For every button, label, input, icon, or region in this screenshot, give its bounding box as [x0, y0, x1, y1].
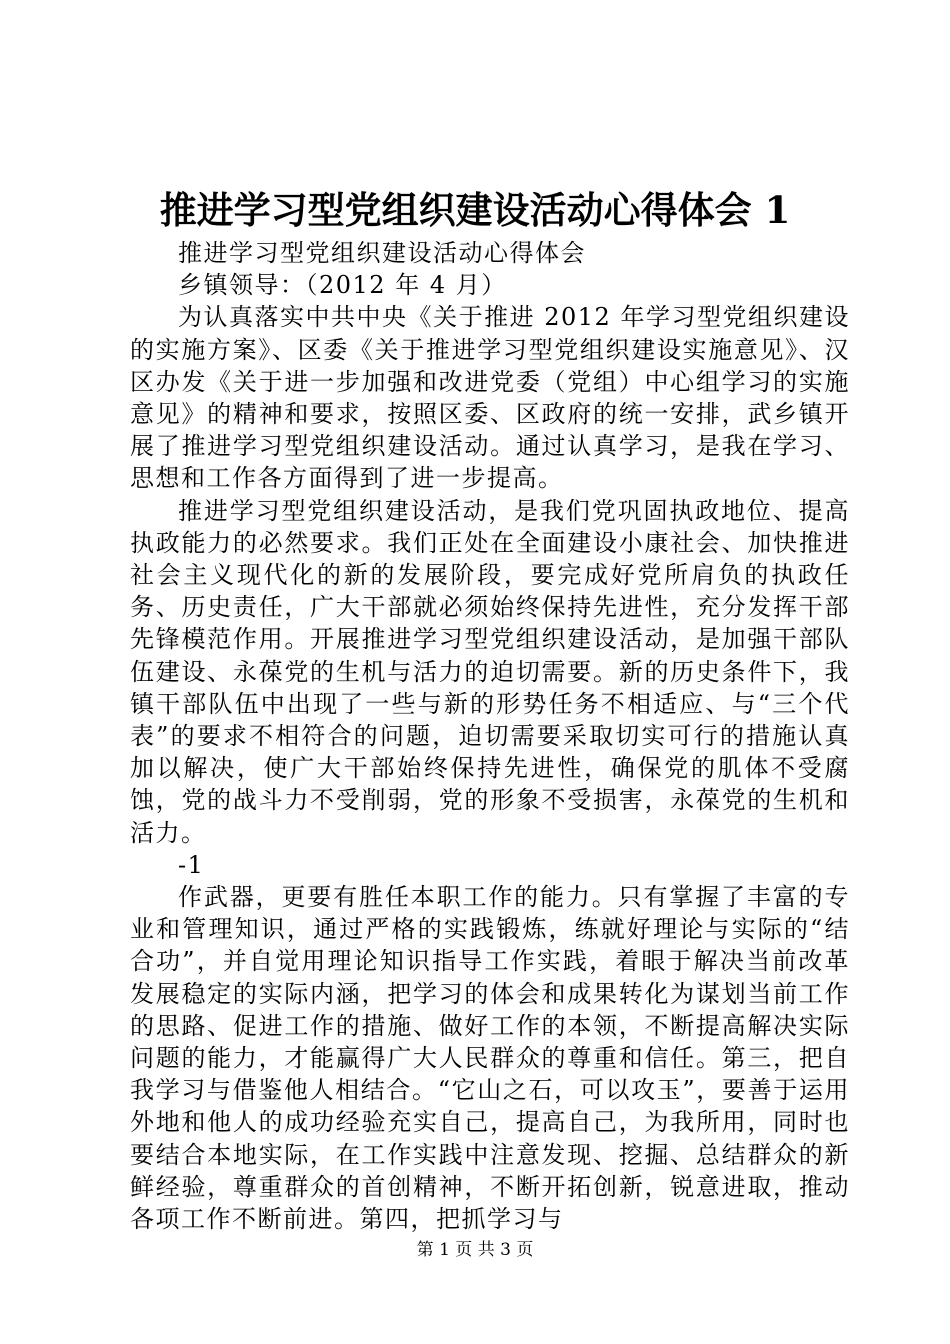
document-title: 推进学习型党组织建设活动心得体会 1 [159, 188, 791, 232]
document-body [130, 237, 850, 1235]
paragraph-2: 推进学习型党组织建设活动，是我们党巩固执政地位、提高执政能力的必然要求。我们正处在全面建设小康社会、加快推进社会主义现代化的新的发展阶段，要完成好党所肩负的执政任务、历史责任，广大干部就必须始终保持先进性，充分发挥干部先锋模范作用。开展推进学习型党组织建设活动，是加强干部队伍建设、永葆党的生机与活力的迫切需要。新的历史条件下，我镇干部队伍中出现了一些与新的形势任务不相适应、与“三个代表”的要求不相符合的问题，迫切需要采取切实可行的措施认真加以解决，使广大干部始终保持先进性，确保党的肌体不受腐蚀，党的战斗力不受削弱，党的形象不受损害，永葆党的生机和活力。 [130, 496, 850, 847]
page-footer: 第 1 页 共 3 页 [416, 1240, 534, 1260]
paragraph-1: 为认真落实中共中央《关于推进 2012 年学习型党组织建设的实施方案》、区委《关于推进学习型党组织建设实施意见》、汉区办发《关于进一步加强和改进党委（党组）中心组学习的实施意见》的精神和要求，按照区委、区政府的统一安排，武乡镇开展了推进学习型党组织建设活动。通过认真学习，是我在学习、思想和工作各方面得到了进一步提高。 [130, 303, 850, 493]
paragraph-3: 作武器，更要有胜任本职工作的能力。只有掌握了丰富的专业和管理知识，通过严格的实践锻炼，练就好理论与实际的“结合功”，并自觉用理论知识指导工作实践，着眼于解决当前改革发展稳定的实际内涵，把学习的体会和成果转化为谋划当前工作的思路、促进工作的措施、做好工作的本领，不断提高解决实际问题的能力，才能赢得广大人民群众的尊重和信任。第三，把自我学习与借鉴他人相结合。“它山之石，可以攻玉”，要善于运用外地和他人的成功经验充实自己，提高自己，为我所用，同时也要结合本地实际，在工作实践中注意发现、挖掘、总结群众的新鲜经验，尊重群众的首创精神，不断开拓创新，锐意进取，推动各项工作不断前进。第四，把抓学习与 [130, 883, 850, 1234]
subtitle: 推进学习型党组织建设活动心得体会 [178, 239, 586, 267]
page-marker: -1 [178, 850, 205, 879]
author-line: 乡镇领导：（2012 年 4 月） [178, 271, 507, 300]
